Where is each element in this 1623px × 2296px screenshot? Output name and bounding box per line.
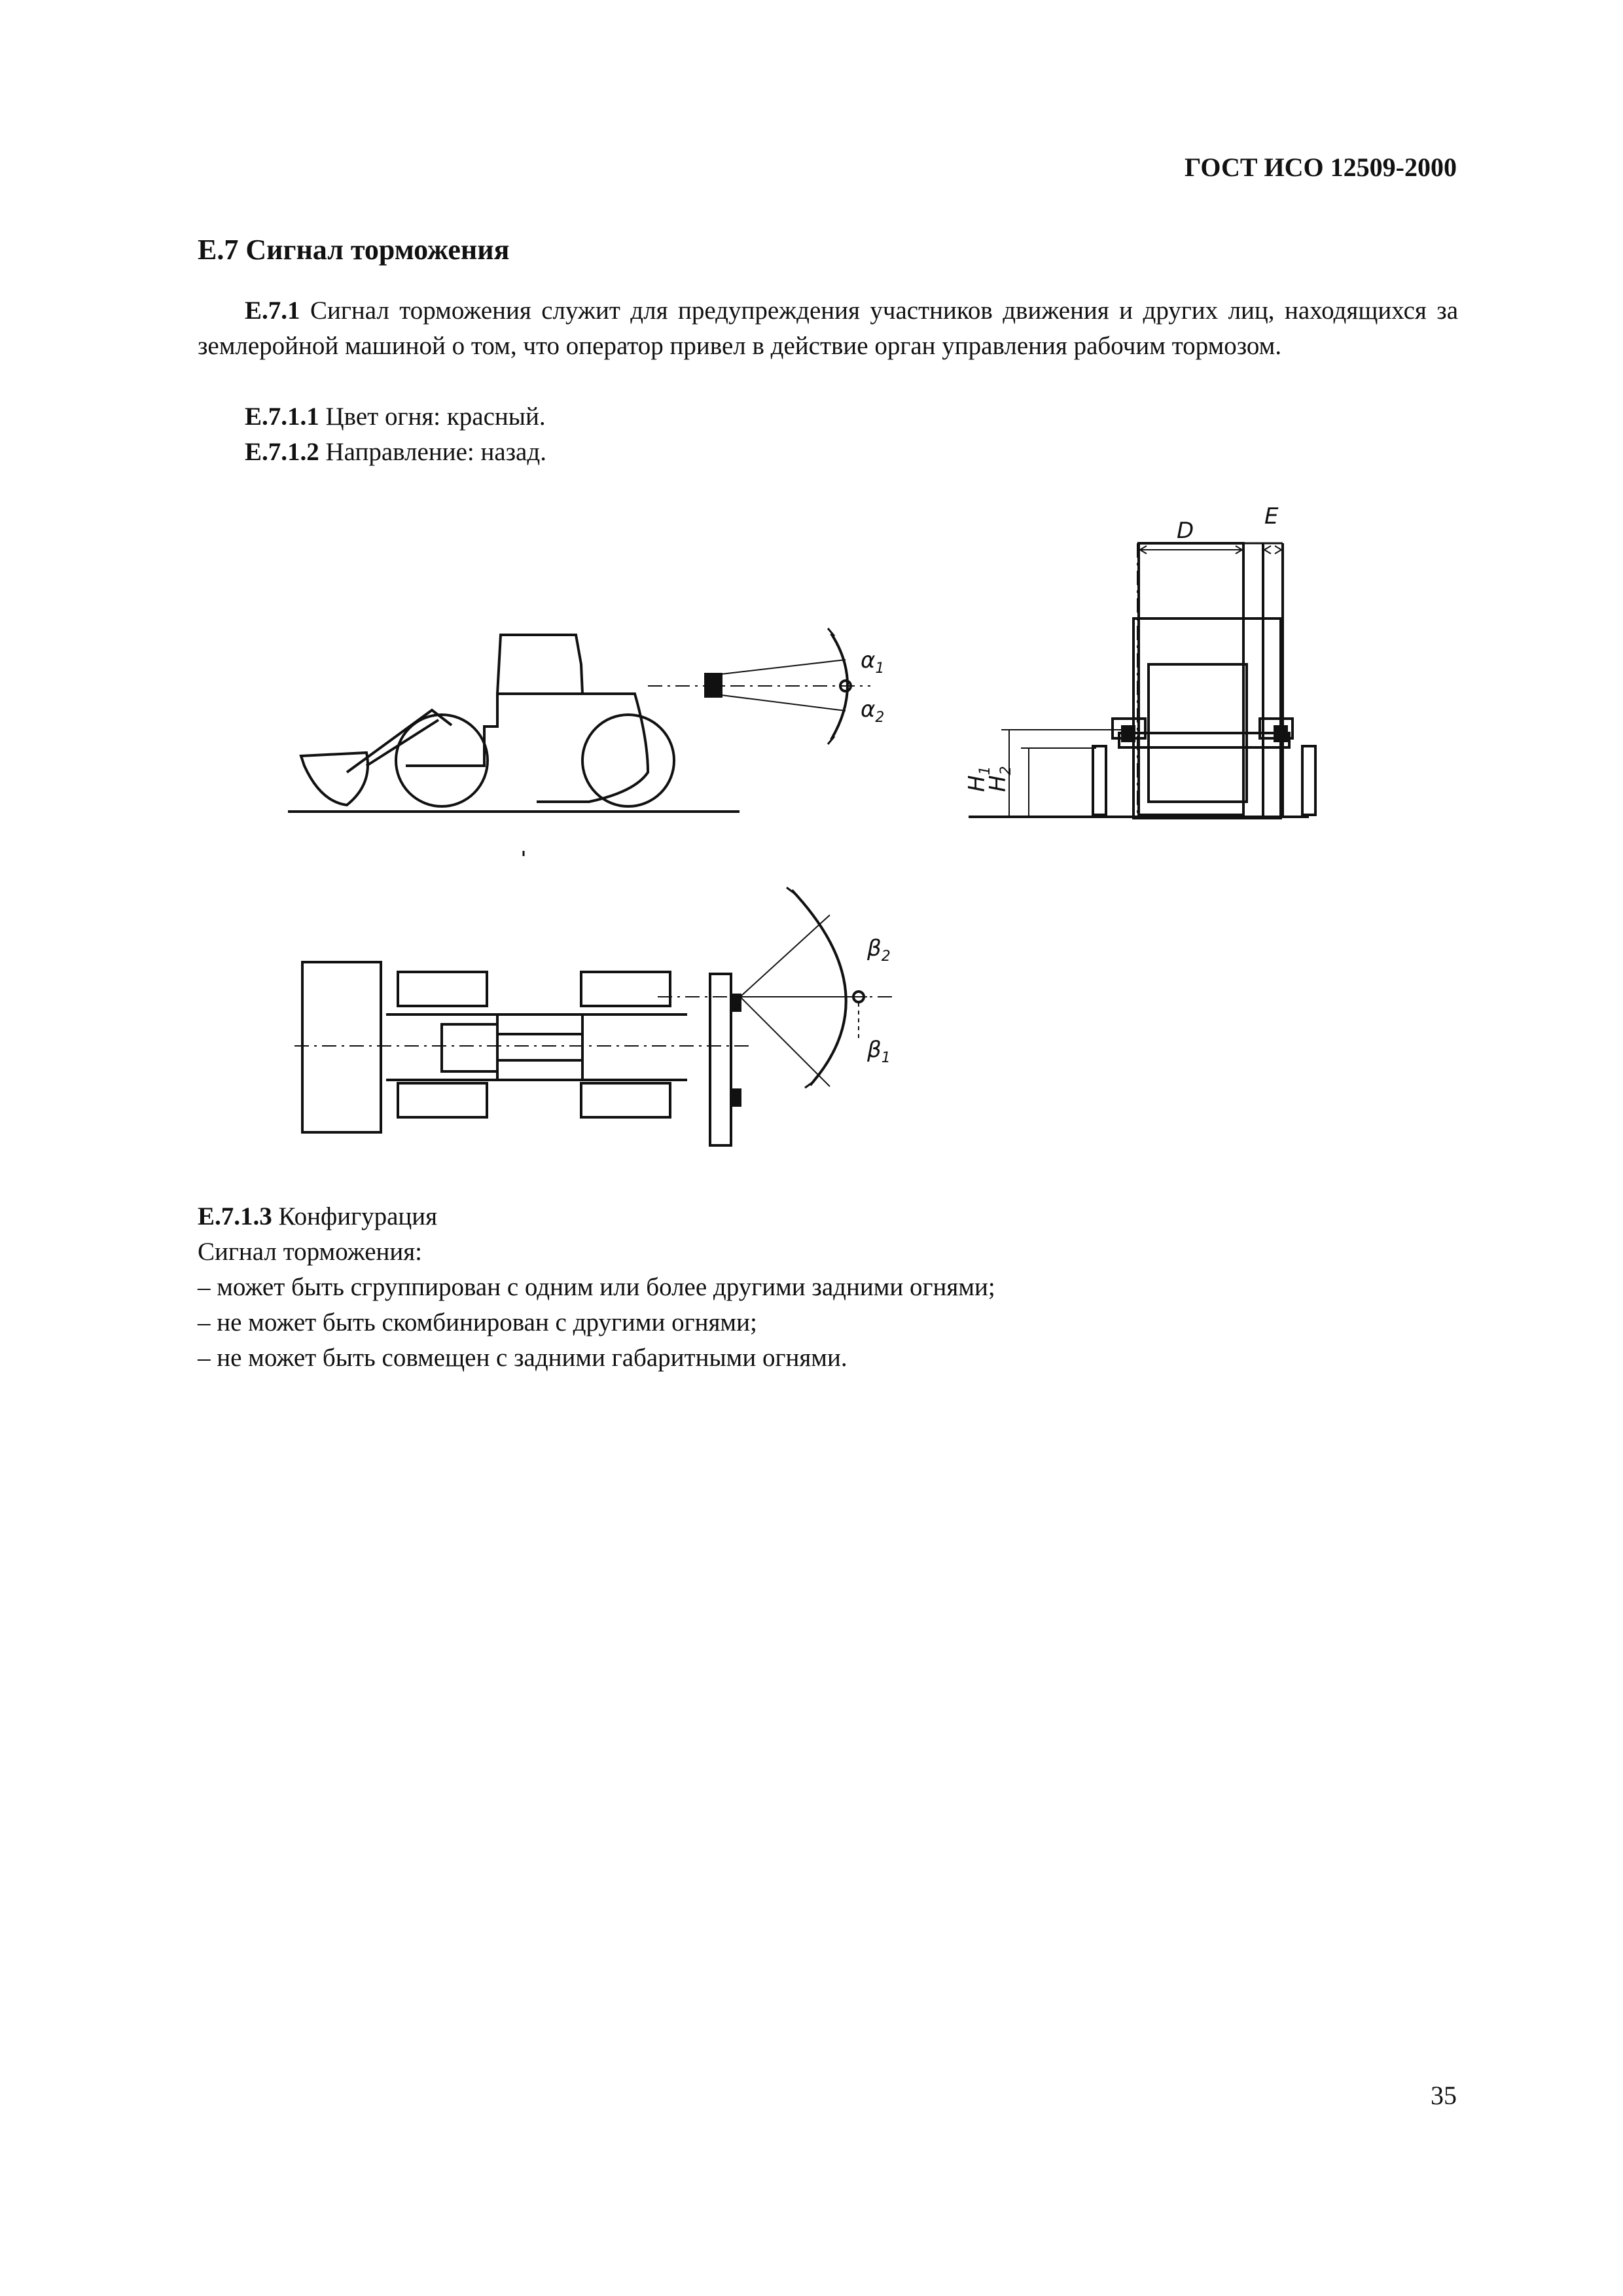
rear-view-figure — [955, 504, 1322, 831]
clause-text: Сигнал торможения служит для предупреждения участников движения и других лиц, находящихся за землеройной машиной о том, что оператор привел в действие орган управления рабочим тормозом. — [198, 296, 1459, 360]
front-left-wheel — [398, 972, 487, 1006]
clause-number: Е.7.1 — [245, 296, 300, 325]
operator-cab — [497, 635, 582, 694]
front-right-wheel — [398, 1083, 487, 1117]
clause-text: Направление: назад. — [325, 438, 546, 466]
rear-right-wheel — [581, 1083, 670, 1117]
config-item: – не может быть совмещен с задними габаритными огнями. — [198, 1344, 847, 1372]
dimension-h2-label: $H_2$ — [985, 766, 1014, 792]
rear-left-wheel — [581, 972, 670, 1006]
page-number: 35 — [1431, 2081, 1457, 2110]
section-title: Е.7 Сигнал торможения — [198, 234, 510, 266]
clause-text: Цвет огня: красный. — [325, 403, 546, 431]
beta2-label: $\beta_2$ — [867, 935, 891, 965]
bucket — [301, 753, 368, 805]
loader-body — [406, 694, 648, 802]
paragraph-e711 — [198, 293, 1458, 364]
alpha1-label: $\alpha_1$ — [861, 647, 885, 677]
front-wheel — [396, 715, 488, 806]
clause-number: Е.7.1.2 — [245, 438, 319, 466]
clause-number: Е.7.1.1 — [245, 403, 319, 431]
front-frame — [442, 1024, 497, 1071]
dimension-d-label: D — [1177, 518, 1194, 544]
beta1-label: $\beta_1$ — [867, 1037, 891, 1066]
document-header: ГОСТ ИСО 12509-2000 — [1184, 152, 1457, 182]
top-view-figure — [281, 877, 975, 1152]
brake-light-left — [1122, 726, 1134, 741]
paragraph-e7112 — [198, 435, 546, 470]
brake-light-right — [1275, 726, 1287, 741]
dimension-e-label: E — [1264, 504, 1279, 529]
bucket-outline — [1139, 543, 1243, 815]
bucket-top — [302, 962, 381, 1132]
clause-number: Е.7.1.3 — [198, 1202, 272, 1230]
config-intro: Сигнал торможения: — [198, 1238, 423, 1266]
rear-wheel — [582, 715, 674, 806]
clause-text: Конфигурация — [278, 1202, 438, 1230]
dimension-h1-label: $H_1$ — [964, 766, 993, 792]
rear-counterweight — [710, 974, 731, 1145]
alpha2-label: $\alpha_2$ — [861, 696, 885, 726]
articulation-joint — [497, 1014, 582, 1080]
paragraph-e7113 — [198, 1199, 437, 1234]
config-item: – не может быть скомбинирован с другими огнями; — [198, 1308, 757, 1336]
paragraph-e7111 — [198, 399, 546, 435]
side-view-figure — [281, 576, 897, 864]
config-item: – может быть сгруппирован с одним или более другими задними огнями; — [198, 1273, 995, 1301]
